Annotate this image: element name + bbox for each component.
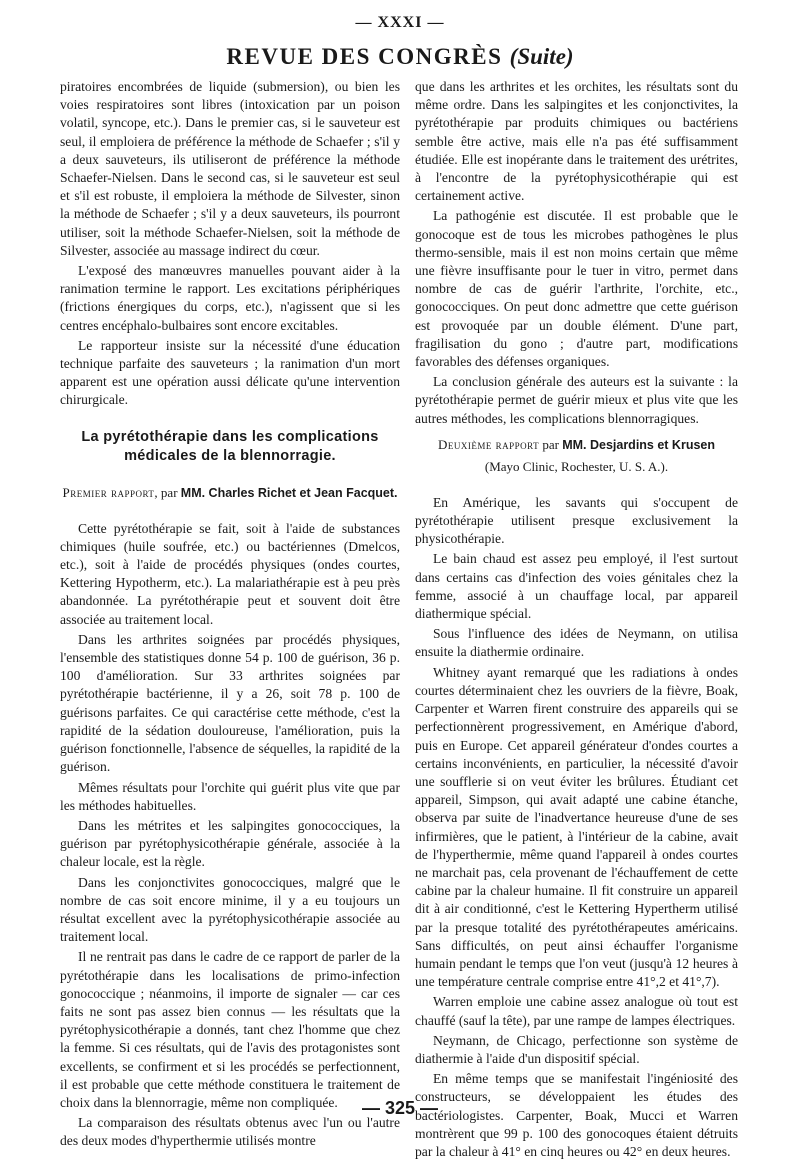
left-column — [60, 78, 400, 1153]
report-byline — [60, 482, 400, 504]
paragraph: Dans les métrites et les salpingites gonococciques, la guérison par pyrétophysicothérapie générale, associée à la chaleur locale, est la règle. — [60, 817, 400, 870]
paragraph: Whitney ayant remarqué que les radiations à ondes courtes déterminaient chez les ouvriers de la fièvre, Boak, Carpenter et Warren firent construire des appareils qui se perfectionnèrent progressivement, en Amérique d'abord, puis en Europe. Cet appareil générateur d'ondes courtes a certains inconvénients, en particulier, la nécessité d'avoir une soufflerie si on veut éviter les brûlures. Étudiant cet appareil, Simpson, qui avait adapté une cabine étanche, observa par suite de l'inadvertance heureuse d'une de ses infirmières, que le patient, à l'intérieur de la cabine, avait de l'hyperthermie, même quand l'appareil à ondes courtes ne marchait pas, cela provenant de l'échauffement de cette cabine par la chaleur humaine. Il fit construire un appareil dit à air conditionné, c'est le Kettering Hypertherm utilisé par la presque totalité des pyrétothérapeutes américains. Sans difficultés, on peut ainsi échauffer l'organisme humain pendant le temps que l'on veut (jusqu'à 12 heures à une température centrale comprise entre 41°,2 et 41°,7). — [415, 664, 738, 990]
paragraph: Mêmes résultats pour l'orchite qui guérit plus vite que par les méthodes habituelles. — [60, 779, 400, 813]
header-title: REVUE DES CONGRÈS — [226, 44, 503, 69]
paragraph: La pathogénie est discutée. Il est probable que le gonocoque est de tous les microbes pathogènes le plus thermo-sensible, mais il est non moins certain que même une fièvre insuffisante pour le tuer in vitro, permet dans nombre de cas de guérir l'arthrite, l'orchite, etc., gonococciques. On peut donc admettre que cette guérison est provoquée par un double élément. D'une part, fragilisation du gono ; d'autre part, modifications favorables des défenses organiques. — [415, 208, 738, 370]
report-label: Premier rapport — [62, 484, 155, 500]
report-affiliation: (Mayo Clinic, Rochester, U. S. A.). — [484, 458, 669, 474]
roman-page-numeral: — XXXI — — [355, 14, 445, 31]
paragraph: Cette pyrétothérapie se fait, soit à l'aide de substances chimiques (huile soufrée, etc.) ou bactériennes (Dmelcos, etc.), soit à l'aide de procédés physiques (ondes courtes, Kettering Hypotherm, etc.). La malariathérapie est à peu près abandonnée. La pyrétothérapie peut et souvent doit être associée au traitement local. — [60, 520, 400, 627]
header-suite: (Suite) — [509, 44, 574, 69]
paragraph: En même temps que se manifestait l'ingéniosité des constructeurs, se développaient les études des bactériologistes. Carpenter, Boak, Mucci et Warren montrèrent que 99 p. 100 des gonocoques étaient détruits par la chaleur à 41° en cinq heures ou 42° en deux heures. — [415, 1071, 738, 1159]
paragraph: Dans les conjonctivites gonococciques, malgré que le nombre de cas soit encore minime, il y a eu toujours un résultat excellent avec la pyrétophysicothérapie associée au traitement local. — [60, 874, 400, 945]
page-number: — 325 — — [361, 1098, 439, 1118]
paragraph: Le rapporteur insiste sur la nécessité d'une éducation technique parfaite des sauveteurs ; la ranimation d'un mort apparent est une opération aussi délicate qu'une intervention chirurgicale. — [60, 337, 400, 408]
paragraph: Sous l'influence des idées de Neymann, on utilisa ensuite la diathermie ordinaire. — [415, 626, 738, 660]
section-heading: La pyrétothérapie dans les complications médicales de la blennorragie. — [81, 428, 379, 464]
running-header — [0, 44, 800, 70]
report-par: par — [539, 436, 559, 452]
right-column — [415, 78, 738, 1163]
report-authors: MM. Charles Richet et Jean Facquet. — [180, 485, 398, 500]
paragraph: Le bain chaud est assez peu employé, il l'est surtout dans certains cas d'infection des voies génitales chez la femme, associé à un chauffage local, par appareil diathermique spécial. — [415, 551, 738, 622]
paragraph: La comparaison des résultats obtenus avec l'un ou l'autre des deux modes d'hyperthermie utilisés montre — [60, 1115, 400, 1149]
report-par: , par — [154, 484, 178, 500]
paragraph: Neymann, de Chicago, perfectionne son système de diathermie à l'aide d'un dispositif spécial. — [415, 1032, 738, 1066]
report-authors: MM. Desjardins et Krusen — [562, 437, 716, 452]
paragraph: En Amérique, les savants qui s'occupent de pyrétothérapie utilisent presque exclusivement la physicothérapie. — [415, 494, 738, 547]
paragraph: piratoires encombrées de liquide (submersion), ou bien les voies respiratoires sont libres (intoxication par un poison volatil, syncope, etc.). Dans le premier cas, si le sauveteur est seul, il emploiera de préférence la méthode de Schaefer ; s'il y a deux sauveteurs, ils utiliseront de préférence la méthode Schaefer-Nielsen. Dans le second cas, si le sauveteur est seul et s'il est robuste, il emploiera la méthode de Silvester, sinon la méthode de Schaefer ; s'il y a deux sauveteurs, ils pourront utiliser, soit la méthode Schaefer-Nielsen, soit la méthode de Silvester, associée au massage indirect du cœur. — [60, 79, 400, 258]
paragraph: Il ne rentrait pas dans le cadre de ce rapport de parler de la pyrétothérapie dans les localisations de primo-infection gonococcique ; néanmoins, il importe de signaler — car ces faits ne sont pas assez bien connus — les résultats que la pyrétophysicothérapie a donnés, tant chez l'homme que chez la femme. Si ces résultats, qui de l'avis des protagonistes sont excellents, se confirment et si les procédés se perfectionnent, il est probable que cette méthode constituera le traitement de choix dans la blennorragie, même non compliquée. — [60, 949, 400, 1110]
paragraph: L'exposé des manœuvres manuelles pouvant aider à la ranimation termine le rapport. Les excitations périphériques (frictions énergiques du corps, etc.), n'agissent que si les centres encéphalo-bulbaires sont encore excitables. — [60, 263, 400, 333]
report-byline — [415, 434, 738, 478]
paragraph: Dans les arthrites soignées par procédés physiques, l'ensemble des statistiques donne 54 p. 100 de guérison, 36 p. 100 d'amélioration. Sur 33 arthrites soignées par pyrétothérapie bactérienne, il y a 26, soit 78 p. 100 de guérisons parfaites. Ce qui caractérise cette méthode, c'est la rapidité de la sédation douloureuse, l'amélioration, puis la guérison fonctionnelle, l'absence de séquelles, la rapidité de la guérison. — [60, 631, 400, 775]
paragraph: que dans les arthrites et les orchites, les résultats sont du même ordre. Dans les salpingites et les conjonctivites, la pyrétothérapie par produits chimiques ou bactériens semble être active, mais elle n'a pas été suffisamment étudiée. Elle est inopérante dans le traitement des urétrites, à l'encontre de la pyrétophysicothérapie qui est certainement active. — [415, 79, 738, 204]
report-label: Deuxième rapport — [437, 436, 540, 452]
paragraph: La conclusion générale des auteurs est la suivante : la pyrétothérapie permet de guérir mieux et plus vite que les autres méthodes, les complications blennorragiques. — [415, 374, 738, 426]
paragraph: Warren emploie une cabine assez analogue où tout est chauffé (sauf la tête), par une rampe de lampes électriques. — [415, 994, 738, 1028]
